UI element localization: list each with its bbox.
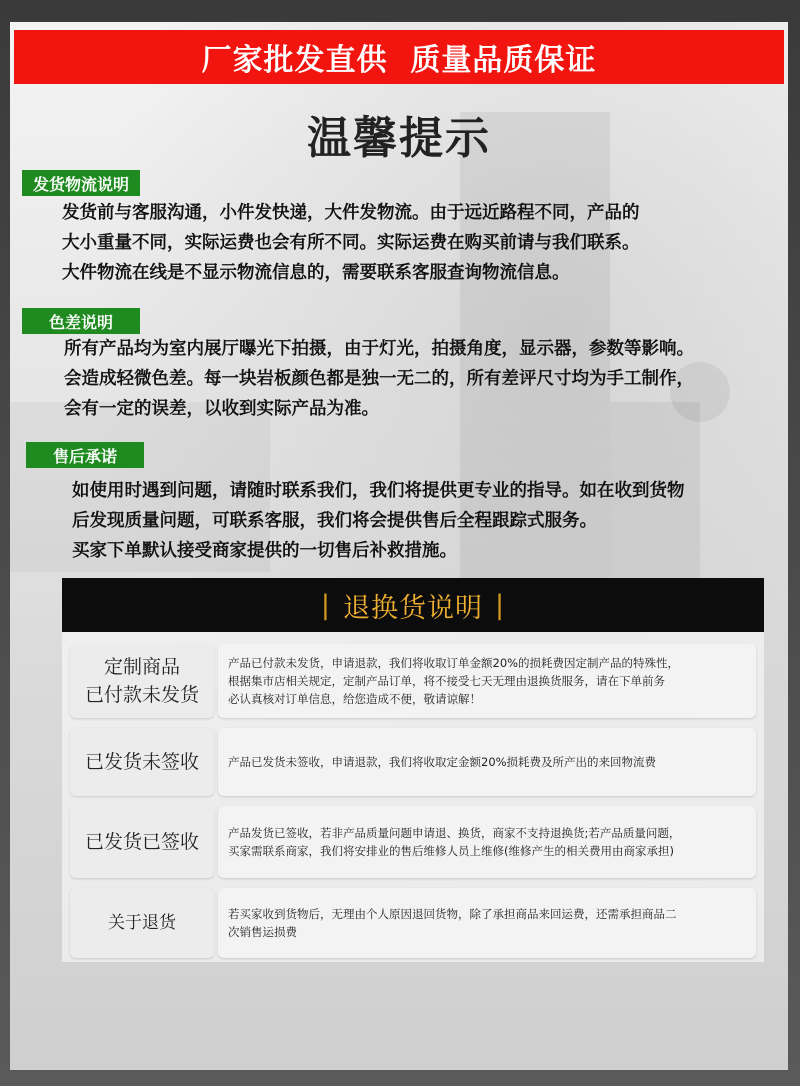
policy-row-label <box>70 888 214 958</box>
after-sales-section-text <box>72 476 782 566</box>
policy-label-line: 定制商品 <box>103 656 180 678</box>
policy-row-description <box>218 806 756 878</box>
top-banner <box>14 30 784 84</box>
shipping-line: 大件物流在线是不显示物流信息的，需要联系客服查询物流信息。 <box>62 263 570 283</box>
policy-row-shipped-unsigned <box>70 728 756 796</box>
poster-canvas <box>10 22 788 1070</box>
color-line: 会造成轻微色差。每一块岩板颜色都是独一无二的，所有差评尺寸均为手工制作， <box>64 369 694 389</box>
page-title: 温馨提示 <box>307 113 491 164</box>
policy-row-about-returns <box>70 888 756 958</box>
policy-desc-line: 产品已付款未发货，申请退款，我们将收取订单金额20%的损耗费因定制产品的特殊性， <box>228 656 680 670</box>
shipping-line: 发货前与客服沟通，小件发快递，大件发物流。由于远近路程不同，产品的 <box>62 203 640 223</box>
policy-desc-line: 若买家收到货物后，无理由个人原因退回货物，除了承担商品来回运费，还需承担商品二 <box>228 907 677 921</box>
after-sales-line: 后发现质量问题，可联系客服，我们将会提供售后全程跟踪式服务。 <box>72 511 597 531</box>
banner-text: 厂家批发直供 质量品质保证 <box>201 43 597 78</box>
color-line: 所有产品均为室内展厅曝光下拍摄，由于灯光，拍摄角度，显示器，参数等影响。 <box>64 339 694 359</box>
return-policy-header <box>62 578 764 632</box>
policy-label-line: 已发货未签收 <box>84 751 199 773</box>
policy-desc-line: 次销售运损费 <box>228 925 297 939</box>
policy-label-line: 关于退货 <box>108 913 176 933</box>
return-policy-panel <box>62 578 764 962</box>
policy-desc-line: 根据集市店相关规定，定制产品订单，将不接受七天无理由退换货服务，请在下单前务 <box>228 674 665 688</box>
color-line: 会有一定的误差，以收到实际产品为准。 <box>64 399 379 419</box>
policy-row-label <box>70 728 214 796</box>
header-bar-left: | <box>320 589 331 621</box>
after-sales-section-tag: 售后承诺 <box>26 442 144 468</box>
policy-row-custom-unshipped <box>70 644 756 718</box>
policy-label-line: 已发货已签收 <box>84 831 199 853</box>
color-section-text <box>64 334 784 424</box>
color-section-tag: 色差说明 <box>22 308 140 334</box>
policy-row-description <box>218 888 756 958</box>
shipping-section-text <box>62 198 762 288</box>
after-sales-line: 买家下单默认接受商家提供的一切售后补救措施。 <box>72 541 457 561</box>
shipping-section-tag: 发货物流说明 <box>22 170 140 196</box>
policy-row-description <box>218 644 756 718</box>
policy-desc-line: 产品发货已签收，若非产品质量问题申请退、换货，商家不支持退换货;若产品质量问题， <box>228 826 681 840</box>
after-sales-line: 如使用时遇到问题，请随时联系我们，我们将提供更专业的指导。如在收到货物 <box>72 481 685 501</box>
policy-desc-line: 买家需联系商家，我们将安排业的售后维修人员上维修(维修产生的相关费用由商家承担) <box>228 844 674 858</box>
policy-row-description <box>218 728 756 796</box>
policy-row-shipped-signed <box>70 806 756 878</box>
policy-row-label <box>70 644 214 718</box>
policy-desc-line: 必认真核对订单信息，给您造成不便，敬请谅解！ <box>228 692 481 706</box>
policy-label-line: 已付款未发货 <box>84 684 199 706</box>
policy-row-label <box>70 806 214 878</box>
return-policy-title: 退换货说明 <box>343 592 483 624</box>
policy-desc-line: 产品已发货未签收，申请退款，我们将收取定金额20%损耗费及所产出的来回物流费 <box>228 755 657 769</box>
shipping-line: 大小重量不同，实际运费也会有所不同。实际运费在购买前请与我们联系。 <box>62 233 640 253</box>
header-bar-right: | <box>495 589 506 621</box>
